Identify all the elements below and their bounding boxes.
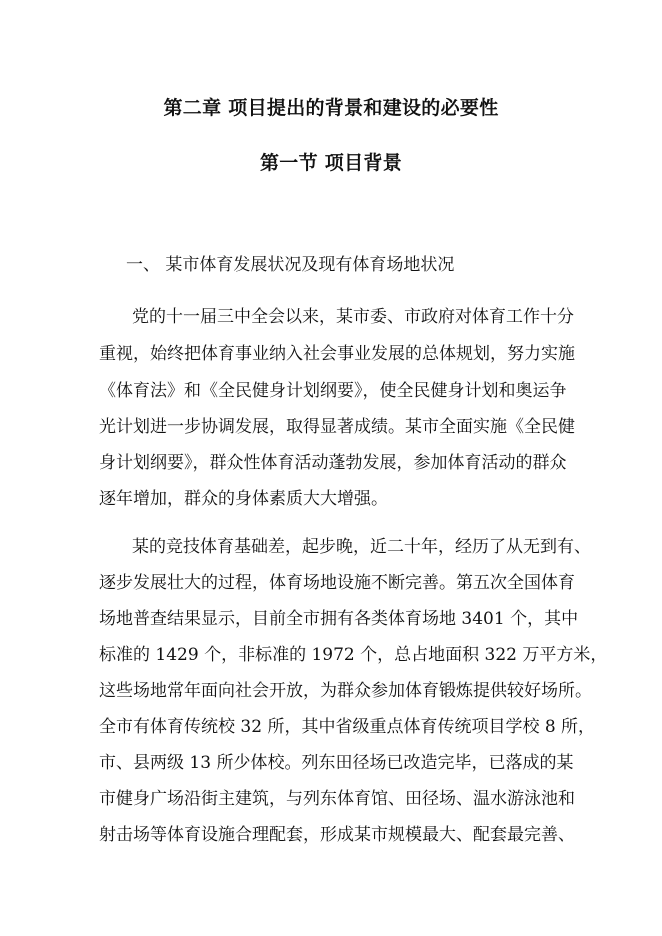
paragraph-line: 标准的 1429 个，非标准的 1972 个，总占地面积 322 万平方米， (99, 645, 608, 665)
paragraph-line: 某的竞技体育基础差，起步晚，近二十年，经历了从无到有、 (132, 537, 591, 557)
paragraph-line: 《体育法》和《全民健身计划纲要》，使全民健身计划和奥运争 (99, 381, 567, 401)
paragraph-line: 场地普查结果显示，目前全市拥有各类体育场地 3401 个，其中 (99, 609, 579, 629)
paragraph-line: 光计划进一步协调发展，取得显著成绩。某市全面实施《全民健 (99, 417, 575, 437)
paragraph-line: 射击场等体育设施合理配套，形成某市规模最大、配套最完善、 (99, 825, 575, 845)
paragraph-line: 党的十一届三中全会以来，某市委、市政府对体育工作十分 (132, 307, 574, 327)
paragraph-line: 这些场地常年面向社会开放，为群众参加体育锻炼提供较好场所。 (99, 681, 592, 701)
paragraph-line: 逐步发展壮大的过程，体育场地设施不断完善。第五次全国体育 (99, 573, 575, 593)
paragraph-line: 市健身广场沿街主建筑，与列东体育馆、田径场、温水游泳池和 (99, 789, 575, 809)
subsection-heading: 一、 某市体育发展状况及现有体育场地状况 (126, 255, 455, 275)
paragraph-line: 重视，始终把体育事业纳入社会事业发展的总体规划，努力实施 (99, 344, 575, 364)
paragraph-line: 市、县两级 13 所少体校。列东田径场已改造完毕，已落成的某 (99, 753, 574, 773)
paragraph-line: 全市有体育传统校 32 所，其中省级重点体育传统项目学校 8 所， (99, 717, 596, 737)
paragraph-line: 逐年增加，群众的身体素质大大增强。 (99, 489, 388, 509)
paragraph-line: 身计划纲要》，群众性体育活动蓬勃发展，参加体育活动的群众 (99, 453, 567, 473)
section-title: 第一节 项目背景 (259, 152, 402, 174)
chapter-title: 第二章 项目提出的背景和建设的必要性 (163, 97, 499, 119)
